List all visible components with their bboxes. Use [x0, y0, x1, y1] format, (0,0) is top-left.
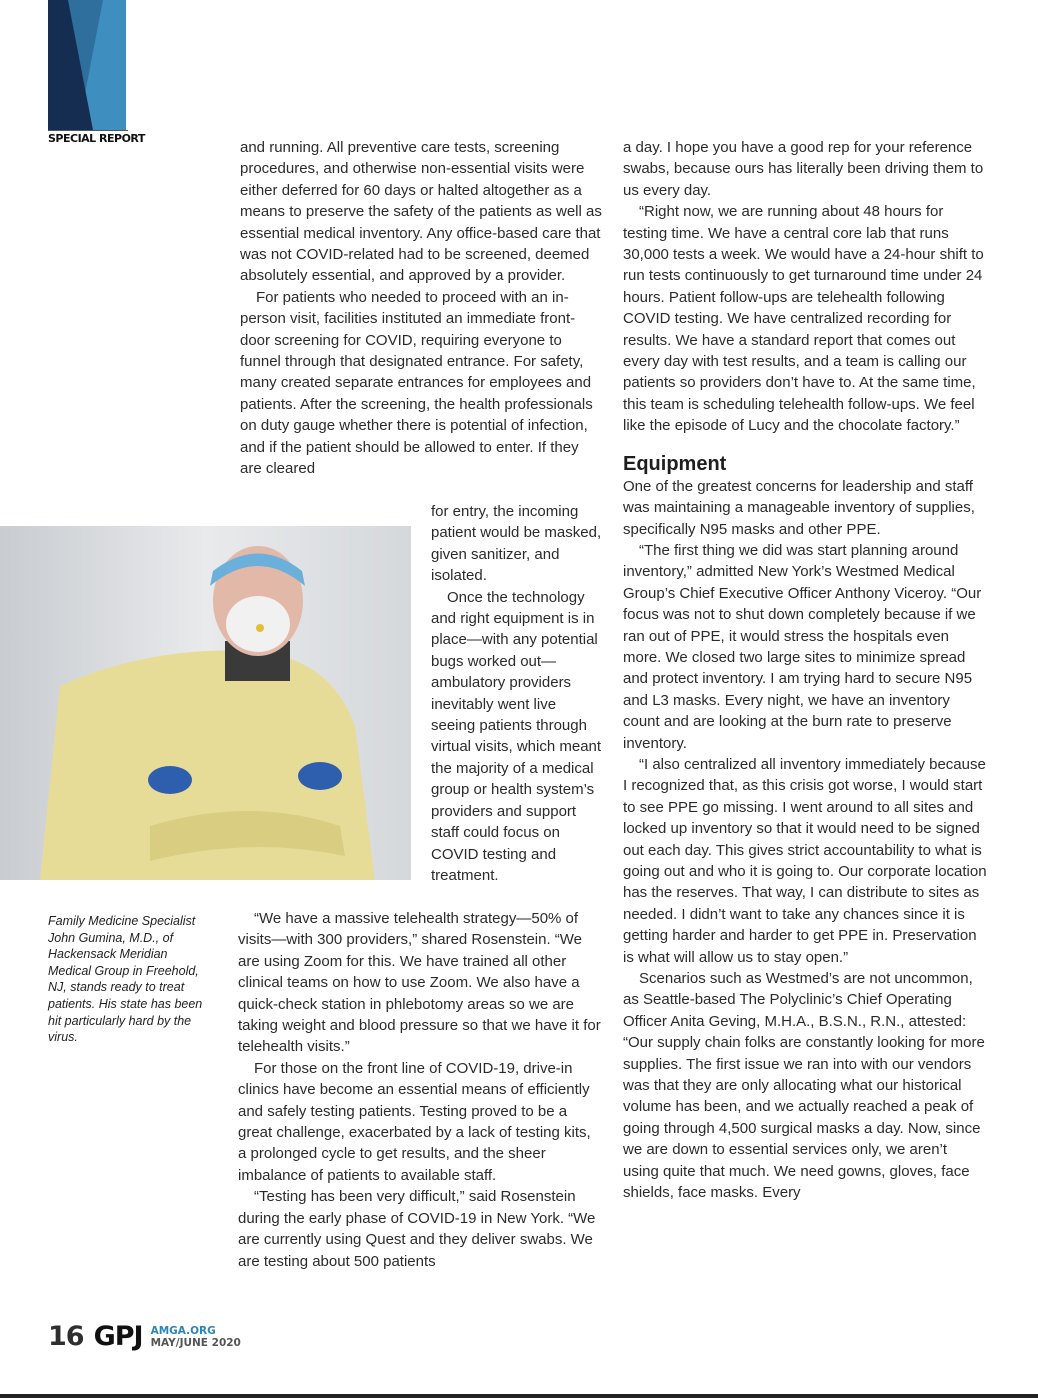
- body-paragraph: Once the technology and right equipment is in place—with any potential bugs worked out—ambulatory providers inevitably went live seeing patients through virtual visits, which meant the majority of a medical group or health system’s providers and support staff could focus on COVID testing and treatment.: [431, 588, 602, 884]
- body-paragraph: Scenarios such as Westmed’s are not uncommon, as Seattle-based The Polyclinic’s Chief Operating Officer Anita Geving, M.H.A., B.S.N., R.N., attested: “Our supply chain folks are constantly looking for more supplies. The first issue we ran into with our vendors was that they are only allocating what our historical volume has been, and we actually reached a peak of going through 4,500 surgical masks a day. Now, since we are down to essential services only, we aren’t using quite that much. We need gowns, gloves, face shields, face masks. Every: [623, 970, 985, 1202]
- body-paragraph: For those on the front line of COVID-19, drive-in clinics have become an essential means of efficiently and safely testing patients. Testing proved to be a great challenge, exacerbated by a lack of testing kits, a prolonged cycle to get results, and the sheer imbalance of patients to available staff.: [238, 1059, 591, 1184]
- column-1-lower: [238, 908, 602, 1272]
- magazine-logo: GPJ: [93, 1321, 143, 1352]
- body-paragraph: “The first thing we did was start planning around inventory,” admitted New York’s Westmed Medical Group’s Chief Executive Officer Anthony Viceroy. “Our focus was not to shut down completely because if we ran out of PPE, it would stress the hospitals even more. We closed two large sites to minimize spread and protect inventory. I am trying hard to secure N95 and L3 masks. Every night, we have an inventory count and are looking at the burn rate to preserve inventory.: [623, 541, 982, 752]
- body-paragraph: One of the greatest concerns for leadership and staff was maintaining a manageable inventory of supplies, specifically N95 masks and other PPE.: [623, 477, 975, 538]
- page-number: 16: [48, 1321, 84, 1352]
- website-link[interactable]: AMGA.ORG: [150, 1325, 216, 1337]
- photo-caption: Family Medicine Specialist John Gumina, M.D., of Hackensack Meridian Medical Group in Freehold, NJ, stands ready to treat patients. His state has been hit particularly hard by the virus.: [48, 914, 203, 1045]
- body-paragraph: “Testing has been very difficult,” said Rosenstein during the early phase of COVID-19 in New York. “We are currently using Quest and they deliver swabs. We are testing about 500 patients: [238, 1188, 596, 1270]
- bottom-border: [0, 1394, 1038, 1398]
- body-paragraph: for entry, the incoming patient would be masked, given sanitizer, and isolated.: [431, 503, 602, 585]
- publication-info: [151, 1325, 241, 1352]
- column-1-narrow: [431, 501, 603, 886]
- photo-healthcare-worker: [0, 526, 411, 880]
- body-paragraph: For patients who needed to proceed with an in-person visit, facilities instituted an immediate front-door screening for COVID, requiring everyone to funnel through that designated entrance. For safety, many created separate entrances for employees and patients. After the screening, the health professionals on duty gauge whether there is potential of infection, and if the patient should be allowed to enter. If they are cleared: [240, 288, 593, 478]
- column-2: [623, 137, 987, 1204]
- section-heading-equipment: Equipment: [623, 452, 727, 475]
- body-paragraph: “Right now, we are running about 48 hours for testing time. We have a central core lab that runs 30,000 tests a week. We would have a 24-hour shift to run tests continuously to get turnaround time under 24 hours. Patient follow-ups are telehealth following COVID testing. We have centralized recording for results. We have a standard report that comes out every day with test results, and a team is calling our patients so providers don’t have to. At the same time, this team is scheduling telehealth follow-ups. We feel like the episode of Lucy and the chocolate factory.”: [623, 203, 984, 435]
- issue-date: MAY/JUNE 2020: [150, 1337, 241, 1349]
- decorative-banner-graphic: [48, 0, 126, 130]
- body-paragraph: “We have a massive telehealth strategy—50% of visits—with 300 providers,” shared Rosenstein. “We are using Zoom for this. We have trained all other clinical teams on how to use Zoom. We also have a quick-check station in phlebotomy areas so we are taking weight and blood pressure so that we have it for telehealth visits.”: [238, 910, 601, 1056]
- body-paragraph: “I also centralized all inventory immediately because I recognized that, as this crisis got worse, I would start to see PPE go missing. I went around to all sites and locked up inventory so that it would need to be signed out each day. This gives strict accountability to what is going out and who it is going to. Our corporate location has the reserves. That way, I can distribute to sites as needed. I didn’t want to take any chances since it is getting harder and harder to get PPE in. Preservation is what will allow us to stay open.”: [623, 755, 987, 966]
- section-label: SPECIAL REPORT: [48, 132, 145, 145]
- column-1-upper: [240, 137, 602, 480]
- page-footer: [48, 1316, 241, 1352]
- body-paragraph: and running. All preventive care tests, screening procedures, and otherwise non-essential visits were either deferred for 60 days or halted altogether as a means to preserve the safety of the patients as well as essential medical inventory. Any office-based care that was not COVID-related had to be screened, deemed absolutely essential, and approved by a provider.: [240, 139, 602, 285]
- body-paragraph: a day. I hope you have a good rep for your reference swabs, because ours has literally been driving them to us every day.: [623, 139, 984, 199]
